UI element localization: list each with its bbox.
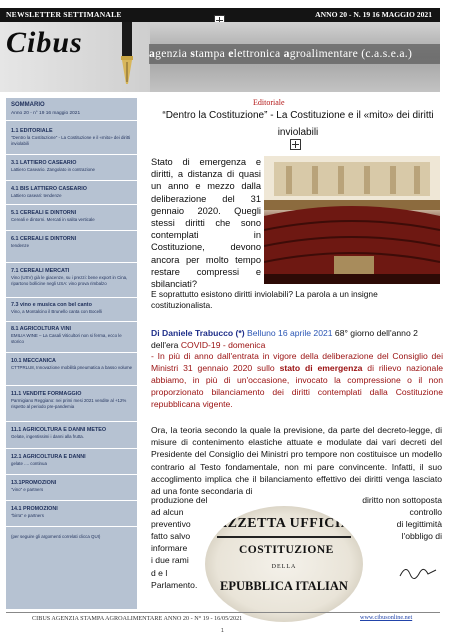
sidebar-item-text: EMILIA WINE – La Casali Viticultori non si ferma, ecco le storico <box>11 333 122 344</box>
gazette-title: AZZETTA UFFICIA <box>217 516 352 531</box>
sidebar-item-text: (per seguire gli argomenti correlati clicca QUI) <box>11 534 101 539</box>
issue-label: ANNO 20 - N. 19 16 MAGGIO 2021 <box>315 10 432 19</box>
day-note: 68° giorno dell'anno 2 dell'era <box>151 328 418 350</box>
sidebar-item-danni-meteo[interactable] <box>11 427 135 440</box>
sidebar-item-text: Vino, a Montalcino il Brunello canta con Bocelli <box>11 309 102 314</box>
row-left: informare <box>151 543 188 554</box>
sidebar-item-title: 11.1 AGRICOLTURA E DANNI METEO <box>11 427 107 433</box>
sidebar-divider <box>6 448 137 449</box>
row-left: fatto salvo <box>151 531 191 542</box>
row-right: l'obbligo di <box>401 531 442 542</box>
gazette-masthead <box>217 514 351 538</box>
sidebar-item-vendite-formaggio[interactable] <box>11 391 135 409</box>
cibus-logo: Cibus <box>6 26 83 59</box>
sidebar-item-text: Lattiero caseari: tendenze <box>11 193 62 198</box>
tagline-letter-a: a <box>149 47 156 60</box>
sidebar-item-text: Cereali e dintorni. Mercati in salita verticale <box>11 217 95 222</box>
sidebar-divider <box>6 297 137 298</box>
parliament-photo <box>264 156 440 284</box>
sidebar-item-agricoltura-vini[interactable] <box>11 326 135 344</box>
lead-paragraph <box>151 351 443 411</box>
sidebar-divider <box>6 526 137 527</box>
lead-text-bold: stato di emergenza <box>279 362 363 373</box>
sidebar-item-text: gelate .... continua <box>11 461 47 466</box>
sidebar-item-text: Parmigiano Reggiano: nei primi mesi 2021 vendite al +12% rispetto al periodo pre-pandemia <box>11 398 127 409</box>
sidebar-divider <box>6 180 137 181</box>
lead-text-after: di rilievo nazionale abbiamo, in più di un'occasione, invocato la compressione o il non proporzionato bilanciamento dei diritti contemplati dalla Costituzione repubblicana vigente. <box>151 362 444 409</box>
sidebar-related-link[interactable] <box>11 534 135 540</box>
sidebar-item-cereali-mercati[interactable] <box>11 268 135 286</box>
sidebar-item-title: 3.1 LATTIERO CASEARIO <box>11 160 77 166</box>
sidebar-divider <box>6 421 137 422</box>
row-right: controllo <box>409 507 442 518</box>
sidebar-divider <box>6 500 137 501</box>
sidebar-divider <box>6 262 137 263</box>
newsletter-label: NEWSLETTER SETTIMANALE <box>6 10 122 19</box>
covid-note: COVID-19 - domenica <box>180 340 266 350</box>
sidebar-item-title: 8.1 AGRICOLTURA VINI <box>11 326 71 332</box>
sidebar-divider <box>6 321 137 322</box>
sidebar-divider <box>6 154 137 155</box>
sidebar-item-lattiero[interactable] <box>11 160 135 173</box>
tagline-letter-a2: a <box>283 47 290 60</box>
row-left: d e l <box>151 567 168 578</box>
sidebar-item-editoriale[interactable] <box>11 128 135 146</box>
sidebar-divider <box>6 230 137 231</box>
row-right: diritto non sottoposta <box>362 495 442 505</box>
sidebar-divider <box>6 385 137 386</box>
sidebar-divider <box>6 352 137 353</box>
article-intro: Stato di emergenza e diritti, a distanza di quasi un anno e mezzo dalla deliberazione del 31 gennaio 2020. Quegli stessi diritti che sono contemplati in Costituzione, devono ancora per molto tempo restare compressi e sbilanciati? <box>151 157 261 290</box>
sidebar-item-vino-musica[interactable] <box>11 302 135 315</box>
agency-tagline <box>149 44 440 64</box>
gazette-della: DELLA <box>271 564 297 570</box>
parliament-chamber-image <box>264 156 440 284</box>
sidebar-item-promozioni-birra[interactable] <box>11 506 135 519</box>
lead-text-before: - In più di anno dall'entrata in vigore della deliberazione del Consiglio dei Ministri 31 gennaio 2020 sullo <box>151 351 443 373</box>
sidebar-item-text: "birra" e partners <box>11 513 44 518</box>
footer-website-link[interactable]: www.cibusonline.net <box>360 614 413 621</box>
sidebar-item-text: "Dentro la Costituzione" - La Costituzione e il «mito» dei diritti inviolabili <box>11 135 131 146</box>
row-left: produzione del <box>151 495 208 505</box>
sidebar-item-text: Lattiero Caseario. Zangolato in contrazione <box>11 167 95 172</box>
move-handle-icon[interactable] <box>290 139 301 150</box>
row-right: di legittimità <box>396 519 442 530</box>
tagline-letter-s: s <box>190 47 196 60</box>
sidebar-item-title: 1.1 EDITORIALE <box>11 128 53 134</box>
sidebar-item-text: Gelate, ingentissimi i danni alla frutta. <box>11 434 84 439</box>
tagline-word-2: tampa <box>195 47 229 60</box>
sidebar-item-title: 10.1 MECCANICA <box>11 358 56 364</box>
sidebar-item-text: tendenze <box>11 243 30 248</box>
sidebar-divider <box>6 474 137 475</box>
article-headline: “Dentro la Costituzione” - La Costituzione e il «mito» dei diritti inviolabili <box>162 110 434 138</box>
sidebar-item-meccanica[interactable] <box>11 358 135 371</box>
footer-divider <box>6 612 440 613</box>
sidebar-item-text: CTTPRLU8, Innovazione mobilità pneumatica a basso volume <box>11 365 133 370</box>
sidebar-item-title: 6.1 CEREALI E DINTORNI <box>11 236 77 242</box>
row-left: i due rami <box>151 555 189 566</box>
sidebar-item-text: "vino" e partners <box>11 487 44 492</box>
footer-publication: CIBUS AGENZIA STAMPA AGROALIMENTARE ANNO 20 - N° 19 - 16/05/2021 <box>32 615 243 622</box>
tagline-word-3: lettronica <box>233 47 284 60</box>
gazette-costituzione: COSTITUZIONE <box>239 544 334 556</box>
author-name: Di Daniele Trabucco (*) <box>151 328 245 338</box>
section-kicker: Editoriale <box>253 98 285 107</box>
article-byline <box>151 327 445 351</box>
tagline-word-4: groalimentare (c.a.s.e.a.) <box>289 47 413 60</box>
summary-heading: SOMMARIO <box>11 102 45 108</box>
sidebar-item-cereali-1[interactable] <box>11 210 135 223</box>
gazzetta-costituzione-image <box>205 506 363 622</box>
row-left: Parlamento. <box>151 579 198 590</box>
sidebar-item-text: Vino (USV) già le giacenze, su i prezzi: bene export in Cina, ripartono bollicine negli USA: vino prova rimbalzo <box>11 275 128 286</box>
sidebar-item-cereali-2[interactable] <box>11 236 135 249</box>
summary-issue: Anno 20 - n° 19 16 maggio 2021 <box>11 111 81 116</box>
body-paragraph: Ora, la teoria secondo la quale la previsione, da parte del decreto-legge, di misure di contenimento elastiche attuate e modulate dai vari decreti del Presidente del Consiglio dei Ministri pro tempore non costituisce un modello contrario al Testo fondamentale, non mi pare convincente. Infatti, il suo accoglimento implica che il bilanciamento effettivo dei diritti venga lasciato ad una fonte secondaria di <box>151 425 442 497</box>
sidebar-item-danni[interactable] <box>11 454 135 467</box>
sidebar-divider <box>6 120 137 121</box>
page-number: 1 <box>221 628 224 634</box>
place-date: Belluno 16 aprile 2021 <box>247 328 333 338</box>
sidebar-item-title: 7.3 vino e musica con bel canto <box>11 302 92 308</box>
sidebar-divider <box>6 204 137 205</box>
row-left: preventivo <box>151 519 191 530</box>
summary-sidebar <box>6 98 137 609</box>
sidebar-item-lattiero-bis[interactable] <box>11 186 135 199</box>
gazette-repubblica: EPUBBLICA ITALIAN <box>220 579 348 593</box>
sidebar-item-title: 14.1 PROMOZIONI <box>11 506 58 512</box>
sidebar-item-title: 7.1 CEREALI MERCATI <box>11 268 70 274</box>
row-left: ad alcun <box>151 507 184 518</box>
sidebar-item-title: 12.1 AGRICOLTURA E DANNI <box>11 454 86 460</box>
masthead-banner <box>0 22 440 92</box>
tagline-letter-e: e <box>228 47 234 60</box>
signature-icon <box>398 562 438 582</box>
sidebar-item-promozioni-vino[interactable] <box>11 480 135 493</box>
sidebar-item-title: 5.1 CEREALI E DINTORNI <box>11 210 77 216</box>
sidebar-item-title: 13.1PROMOZIONI <box>11 480 57 486</box>
tagline-word-1: genzia <box>155 47 191 60</box>
sidebar-item-title: 11.1 VENDITE FORMAGGIO <box>11 391 82 397</box>
fountain-pen-icon <box>112 22 142 92</box>
article-intro-tail: E soprattutto esistono diritti inviolabili? La parola a un insigne costituzionalista. <box>151 289 378 311</box>
sidebar-item-title: 4.1 BIS LATTIERO CASEARIO <box>11 186 87 192</box>
text-row <box>151 494 442 506</box>
